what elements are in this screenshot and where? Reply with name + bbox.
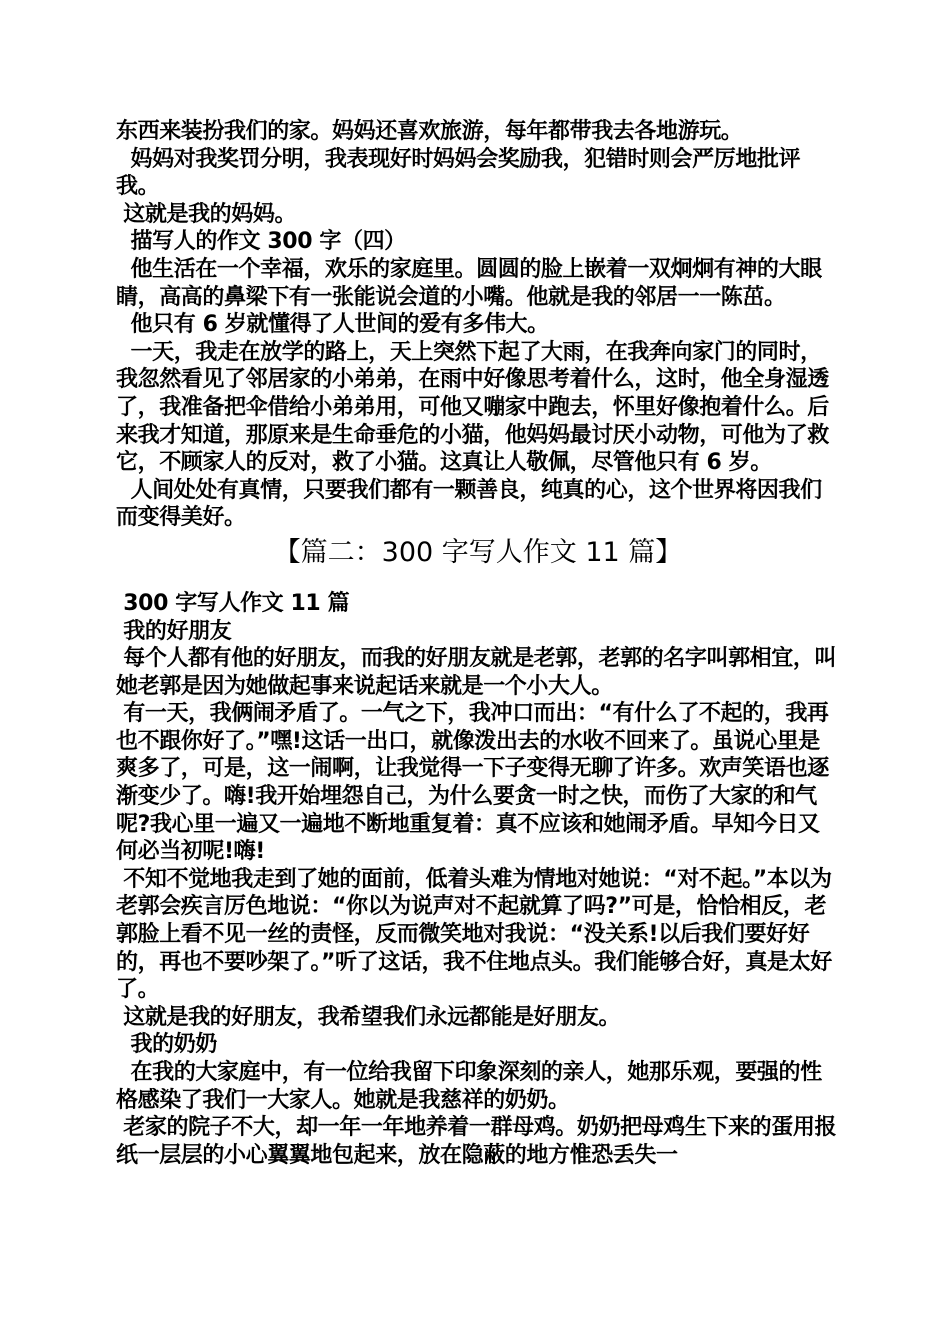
paragraph: 他只有 6 岁就懂得了人世间的爱有多伟大。 — [116, 312, 549, 338]
paragraph: 在我的大家庭中，有一位给我留下印象深刻的亲人，她那乐观，要强的性格感染了我们一大家人。她就是我慈祥的奶奶。 — [116, 1060, 822, 1113]
paragraph: 人间处处有真情，只要我们都有一颗善良，纯真的心，这个世界将因我们而变得美好。 — [116, 477, 822, 531]
paragraph: 一天，我走在放学的路上，天上突然下起了大雨，在我奔向家门的同时，我忽然看见了邻居家的小弟弟，在雨中好像思考着什么，这时，他全身湿透了，我准备把伞借给小弟弟用，可他又嘣家中跑去，怀里好像抱着什么。后来我才知道，那原来是生命垂危的小猫，他妈妈最讨厌小动物，可他为了救它，不顾家人的反对，救了小猫。这真让人敬佩，尽管他只有 6 岁。 — [116, 339, 829, 476]
paragraph: 这就是我的妈妈。 — [116, 201, 297, 227]
paragraph: 每个人都有他的好朋友，而我的好朋友就是老郭，老郭的名字叫郭相宜，叫她老郭是因为她做起事来说起话来就是一个小大人。 — [116, 646, 837, 699]
paragraph: 有一天，我俩闹矛盾了。一气之下，我冲口而出：“有什么了不起的，我再也不跟你好了。”嘿!这话一出口，就像泼出去的水收不回来了。虽说心里是爽多了，可是，这一闹啊，让我觉得一下子变得无聊了许多。欢声笑语也逐渐变少了。嗨!我开始埋怨自己，为什么要贪一时之快，而伤了大家的和气呢?我心里一遍又一遍地不断地重复着：真不应该和她闹矛盾。早知今日又何必当初呢!嗨! — [116, 701, 829, 865]
paragraph: 他生活在一个幸福，欢乐的家庭里。圆圆的脸上嵌着一双炯炯有神的大眼睛，高高的鼻梁下有一张能说会道的小嘴。他就是我的邻居一一陈茁。 — [116, 256, 822, 310]
paragraph-group-top — [116, 118, 840, 532]
essay-subtitle: 描写人的作文 300 字（四） — [116, 229, 406, 255]
paragraph: 这就是我的好朋友，我希望我们永远都能是好朋友。 — [116, 1004, 621, 1030]
paragraph-group-bottom — [116, 590, 840, 1169]
paragraph: 妈妈对我奖罚分明，我表现好时妈妈会奖励我，犯错时则会严厉地批评我。 — [116, 146, 801, 200]
section-heading: 【篇二：300 字写人作文 11 篇】 — [273, 536, 683, 568]
paragraph: 不知不觉地我走到了她的面前，低着头难为情地对她说：“对不起。”本以为老郭会疾言厉色地说：“你以为说声对不起就算了吗?”可是，恰恰相反，老郭脸上看不见一丝的责怪，反而微笑地对我说：“没关系!以后我们要好好的，再也不要吵架了。”听了这话，我不住地点头。我们能够合好，真是太好了。 — [116, 866, 832, 1003]
document-page — [116, 118, 840, 1169]
paragraph: 东西来装扮我们的家。妈妈还喜欢旅游，每年都带我去各地游玩。 — [116, 119, 743, 144]
essay-title: 我的奶奶 — [116, 1032, 217, 1058]
paragraph: 老家的院子不大，却一年一年地养着一群母鸡。奶奶把母鸡生下来的蛋用报纸一层层的小心翼翼地包起来，放在隐蔽的地方惟恐丢失一 — [116, 1115, 837, 1168]
essay-title: 我的好朋友 — [116, 618, 232, 644]
essay-collection-title: 300 字写人作文 11 篇 — [116, 590, 350, 616]
